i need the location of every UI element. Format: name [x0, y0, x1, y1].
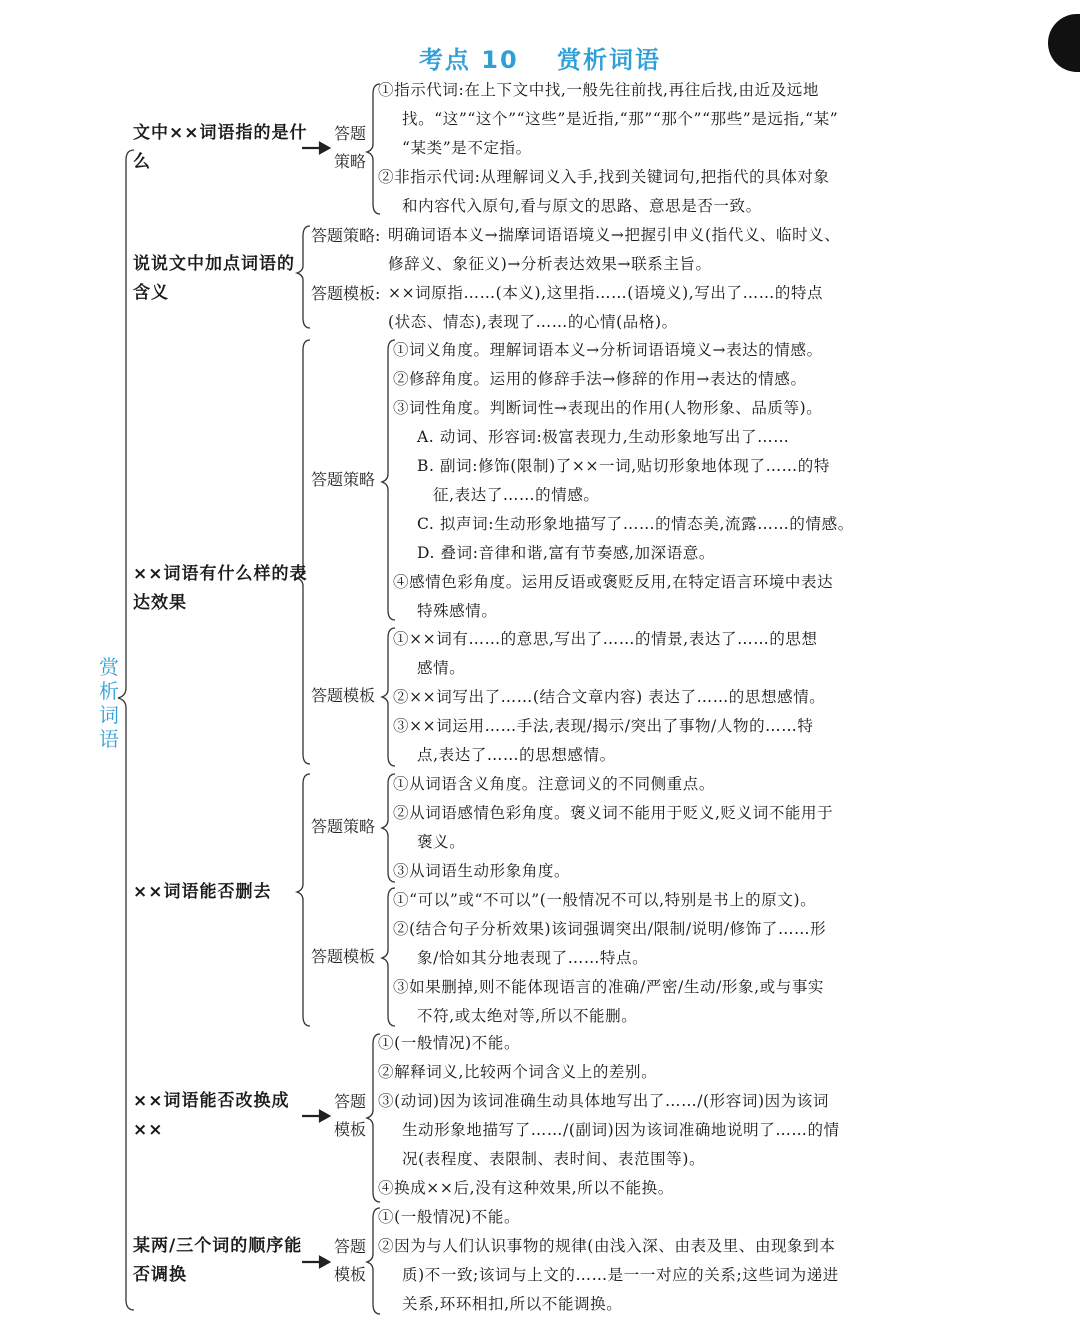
section-title-2: 说说文中加点词语的含义: [133, 254, 295, 303]
content-line: (状态、情态),表现了……的心情(品格)。: [388, 313, 678, 331]
content-line: ②解释词义,比较两个词含义上的差别。: [378, 1063, 658, 1081]
title-part1: 考点 10: [418, 46, 519, 74]
section-3-strategy: [393, 336, 854, 626]
content-line: 感情。: [417, 659, 466, 677]
content-line: ①从词语含义角度。注意词义的不同侧重点。: [393, 775, 716, 793]
content-line: ②因为与人们认识事物的规律(由浅入深、由表及里、由现象到本: [378, 1237, 836, 1255]
label-text: 模板: [333, 1120, 366, 1139]
section-5-content: [378, 1029, 840, 1203]
strategy-label-2: 答题策略:: [311, 226, 381, 245]
content-line: 不符,或太绝对等,所以不能删。: [417, 1007, 638, 1025]
section-3-template: [393, 625, 825, 770]
section-title-3: ××词语有什么样的表达效果: [133, 564, 308, 613]
content-line: ②从词语感情色彩角度。褒义词不能用于贬义,贬义词不能用于: [393, 804, 834, 822]
side-title-char: 析: [99, 679, 119, 703]
content-line: 找。“这”“这个”“这些”是近指,“那”“那个”“那些”是远指,“某”: [402, 110, 839, 128]
content-line: ②修辞角度。运用的修辞手法→修辞的作用→表达的情感。: [393, 370, 807, 388]
content-line: ①指示代词:在上下文中找,一般先往前找,再往后找,由近及远地: [378, 81, 820, 99]
strategy-label-1: [330, 120, 370, 176]
label-text: 模板: [333, 1265, 366, 1284]
content-line: 点,表达了……的思想感情。: [417, 746, 616, 764]
content-line: ③词性角度。判断词性→表现出的作用(人物形象、品质等)。: [393, 399, 823, 417]
content-line: 况(表程度、表限制、表时间、表范围等)。: [402, 1150, 706, 1168]
content-line: C. 拟声词:生动形象地描写了……的情态美,流露……的情感。: [417, 515, 854, 533]
content-line: A. 动词、形容词:极富表现力,生动形象地写出了……: [417, 428, 790, 446]
content-line: 褒义。: [417, 833, 466, 851]
template-label-6: [330, 1233, 370, 1289]
content-line: ①词义角度。理解词语本义→分析词语语境义→表达的情感。: [393, 341, 823, 359]
side-title-char: 语: [99, 727, 119, 751]
content-line: B. 副词:修饰(限制)了××一词,贴切形象地体现了……的特: [417, 457, 830, 475]
label-text: 答题: [333, 1237, 366, 1256]
label-text: 答题: [333, 124, 366, 143]
title-part2: 赏析词语: [557, 46, 662, 74]
template-label-4: 答题模板: [311, 947, 376, 966]
strategy-label-3: 答题策略: [311, 470, 376, 489]
section-title-5: ××词语能否改换成××: [133, 1091, 290, 1140]
section-2-strategy: [388, 221, 840, 279]
content-line: ①(一般情况)不能。: [378, 1034, 521, 1052]
content-line: 质)不一致;该词与上文的……是一一对应的关系;这些词为递进: [402, 1266, 839, 1284]
content-line: 修辞义、象征义)→分析表达效果→联系主旨。: [388, 255, 712, 273]
section-4-template: [393, 886, 826, 1031]
template-label-3: 答题模板: [311, 686, 376, 705]
label-text: 答题: [333, 1092, 366, 1111]
template-label-5: [330, 1088, 370, 1144]
side-title-char: 词: [99, 703, 119, 727]
section-2-template: [388, 279, 823, 337]
content-line: 生动形象地描写了……/(副词)因为该词准确地说明了……的情: [402, 1121, 840, 1139]
content-line: ②非指示代词:从理解词义入手,找到关键词句,把指代的具体对象: [378, 168, 830, 186]
content-line: 特殊感情。: [417, 602, 498, 620]
content-line: ③(动词)因为该词准确生动具体地写出了……/(形容词)因为该词: [378, 1092, 830, 1110]
content-line: 征,表达了……的情感。: [433, 486, 600, 504]
label-text: 策略: [333, 152, 366, 171]
content-line: “某类”是不定指。: [402, 139, 532, 157]
side-title-char: 赏: [99, 655, 119, 679]
template-label-2: 答题模板:: [311, 284, 381, 303]
content-line: D. 叠词:音律和谐,富有节奏感,加深语意。: [417, 544, 716, 562]
strategy-label-4: 答题策略: [311, 817, 376, 836]
content-line: 和内容代入原句,看与原文的思路、意思是否一致。: [402, 197, 762, 215]
section-title-1: 文中××词语指的是什么: [133, 123, 308, 172]
content-line: ①“可以”或“不可以”(一般情况不可以,特别是书上的原文)。: [393, 891, 817, 909]
content-line: ③从词语生动形象角度。: [393, 862, 571, 880]
content-line: ②(结合句子分析效果)该词强调突出/限制/说明/修饰了……形: [393, 920, 827, 938]
section-6-content: [378, 1203, 839, 1319]
content-line: 象/恰如其分地表现了……特点。: [417, 949, 649, 967]
section-title-4: ××词语能否删去: [133, 882, 272, 902]
content-line: ××词原指……(本义),这里指……(语境义),写出了……的特点: [388, 284, 824, 302]
content-line: ④感情色彩角度。运用反语或褒贬反用,在特定语言环境中表达: [393, 573, 834, 591]
section-1-content: [378, 76, 838, 221]
content-line: ①××词有……的意思,写出了……的情景,表达了……的思想: [393, 630, 818, 648]
content-line: ③××词运用……手法,表现/揭示/突出了事物/人物的……特: [393, 717, 814, 735]
content-line: ②××词写出了……(结合文章内容) 表达了……的思想感情。: [393, 688, 826, 706]
content-line: 明确词语本义→揣摩词语语境义→把握引申义(指代义、临时义、: [388, 226, 841, 244]
section-4-strategy: [393, 770, 833, 886]
side-title: [96, 655, 122, 751]
content-line: ③如果删掉,则不能体现语言的准确/严密/生动/形象,或与事实: [393, 978, 825, 996]
section-title-6: 某两/三个词的顺序能否调换: [133, 1236, 303, 1285]
content-line: ①(一般情况)不能。: [378, 1208, 521, 1226]
content-line: 关系,环环相扣,所以不能调换。: [402, 1295, 623, 1313]
content-line: ④换成××后,没有这种效果,所以不能换。: [378, 1179, 674, 1197]
